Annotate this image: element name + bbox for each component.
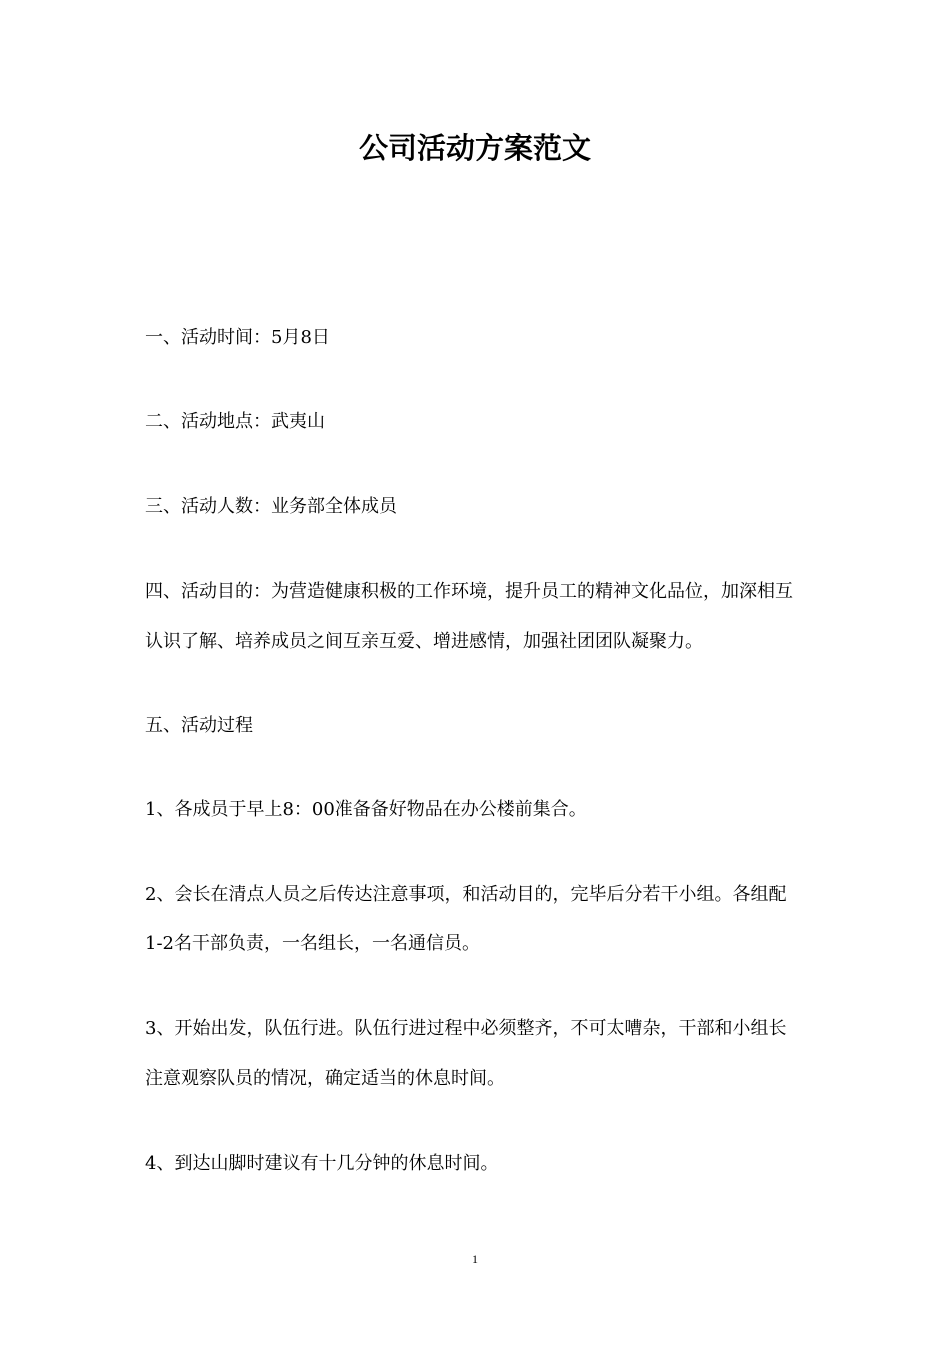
activity-time-line: 一、活动时间：5月8日	[145, 327, 330, 348]
activity-purpose-line-2: 认识了解、培养成员之间互亲互爱、增进感情，加强社团团队凝聚力。	[145, 631, 703, 652]
process-step-1: 1、各成员于早上8：00准备备好物品在办公楼前集合。	[145, 799, 587, 820]
activity-participants-line: 三、活动人数：业务部全体成员	[145, 496, 397, 517]
activity-location-line: 二、活动地点：武夷山	[145, 411, 325, 432]
page-number: 1	[472, 1252, 478, 1266]
process-step-3-line-2: 注意观察队员的情况，确定适当的休息时间。	[145, 1068, 505, 1089]
process-step-4: 4、到达山脚时建议有十几分钟的休息时间。	[145, 1153, 499, 1174]
process-step-3-line-1: 3、开始出发，队伍行进。队伍行进过程中必须整齐，不可太嘈杂，干部和小组长	[145, 1018, 787, 1039]
activity-process-heading: 五、活动过程	[145, 715, 253, 736]
document-title: 公司活动方案范文	[358, 131, 591, 165]
process-step-2-line-1: 2、会长在清点人员之后传达注意事项，和活动目的，完毕后分若干小组。各组配	[145, 884, 787, 905]
process-step-2-line-2: 1-2名干部负责，一名组长，一名通信员。	[145, 933, 480, 954]
activity-purpose-line-1: 四、活动目的：为营造健康积极的工作环境，提升员工的精神文化品位，加深相互	[145, 581, 793, 602]
